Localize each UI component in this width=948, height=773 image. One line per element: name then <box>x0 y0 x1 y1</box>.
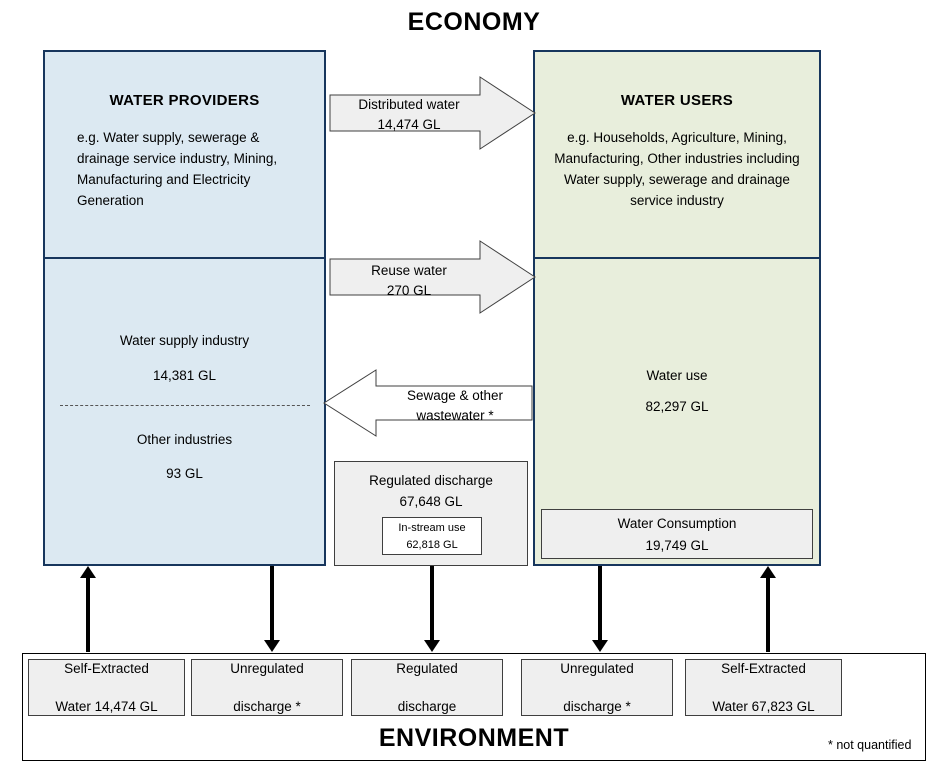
env-cell-self-extracted-users <box>685 659 842 716</box>
water-users-box <box>533 50 821 258</box>
regulated-discharge-box <box>334 461 528 566</box>
connector-unregulated-users <box>598 566 602 640</box>
reuse-water-value: 270 GL <box>386 283 432 298</box>
water-providers-description: e.g. Water supply, sewerage & drainage service industry, Mining, Manufacturing and Electricity Generation <box>77 130 278 208</box>
env-cell-line2: discharge * <box>233 699 301 714</box>
env-cell-line1: Unregulated <box>230 661 304 676</box>
env-cell-line2: Water 14,474 GL <box>55 699 158 714</box>
water-supply-industry-value: 14,381 GL <box>152 368 217 383</box>
env-cell-line1: Self-Extracted <box>64 661 149 676</box>
distributed-water-label: Distributed water <box>358 97 460 112</box>
water-providers-title: WATER PROVIDERS <box>109 92 260 109</box>
env-cell-line1: Regulated <box>396 661 458 676</box>
distributed-water-value: 14,474 GL <box>377 117 441 132</box>
env-cell-line2: discharge * <box>563 699 631 714</box>
in-stream-use-value: 62,818 GL <box>406 539 458 551</box>
water-use-value: 82,297 GL <box>645 399 709 414</box>
environment-box <box>22 653 926 761</box>
water-consumption-value: 19,749 GL <box>645 538 709 553</box>
other-industries-value: 93 GL <box>166 466 203 481</box>
in-stream-use-label: In-stream use <box>398 522 466 534</box>
env-cell-self-extracted-providers <box>28 659 185 716</box>
regulated-discharge-value: 67,648 GL <box>399 494 463 509</box>
arrowhead-down-unregulated-users <box>592 640 608 652</box>
water-use-label: Water use <box>646 368 708 383</box>
connector-self-extracted-providers <box>86 578 90 652</box>
water-providers-detail-box <box>43 258 326 566</box>
env-cell-line1: Self-Extracted <box>721 661 806 676</box>
in-stream-use-box <box>382 517 482 555</box>
regulated-discharge-label: Regulated discharge <box>369 473 493 488</box>
distributed-water-label-group <box>334 95 484 135</box>
environment-cells-row <box>23 654 925 720</box>
arrowhead-down-regulated <box>424 640 440 652</box>
water-consumption-label: Water Consumption <box>617 516 737 531</box>
water-users-description: e.g. Households, Agriculture, Mining, Manufacturing, Other industries including Water supply, sewerage and drainage service industry <box>554 130 800 208</box>
water-supply-industry-label: Water supply industry <box>119 333 250 348</box>
env-cell-line2: discharge <box>397 699 457 714</box>
sewage-label-line2: wastewater * <box>416 408 494 423</box>
water-providers-box <box>43 50 326 258</box>
arrowhead-up-users <box>760 566 776 578</box>
arrowhead-down-unregulated-providers <box>264 640 280 652</box>
env-cell-unregulated-providers <box>191 659 343 716</box>
arrowhead-up-providers <box>80 566 96 578</box>
env-cell-line2: Water 67,823 GL <box>712 699 815 714</box>
env-cell-line1: Unregulated <box>560 661 634 676</box>
reuse-water-label-group <box>334 261 484 301</box>
connector-regulated-discharge <box>430 566 434 640</box>
env-cell-regulated <box>351 659 503 716</box>
connector-unregulated-providers <box>270 566 274 640</box>
other-industries-label: Other industries <box>136 432 233 447</box>
water-consumption-box <box>541 509 813 559</box>
water-users-title: WATER USERS <box>620 92 734 109</box>
env-cell-unregulated-users <box>521 659 673 716</box>
environment-title: ENVIRONMENT <box>378 724 570 752</box>
footnote: * not quantified <box>828 738 912 752</box>
economy-title: ECONOMY <box>407 8 541 36</box>
sewage-label-line1: Sewage & other <box>406 388 504 403</box>
reuse-water-label: Reuse water <box>371 263 447 278</box>
environment-title-wrap <box>23 716 925 760</box>
divider <box>60 405 310 406</box>
sewage-label-group <box>380 386 530 426</box>
connector-self-extracted-users <box>766 578 770 652</box>
